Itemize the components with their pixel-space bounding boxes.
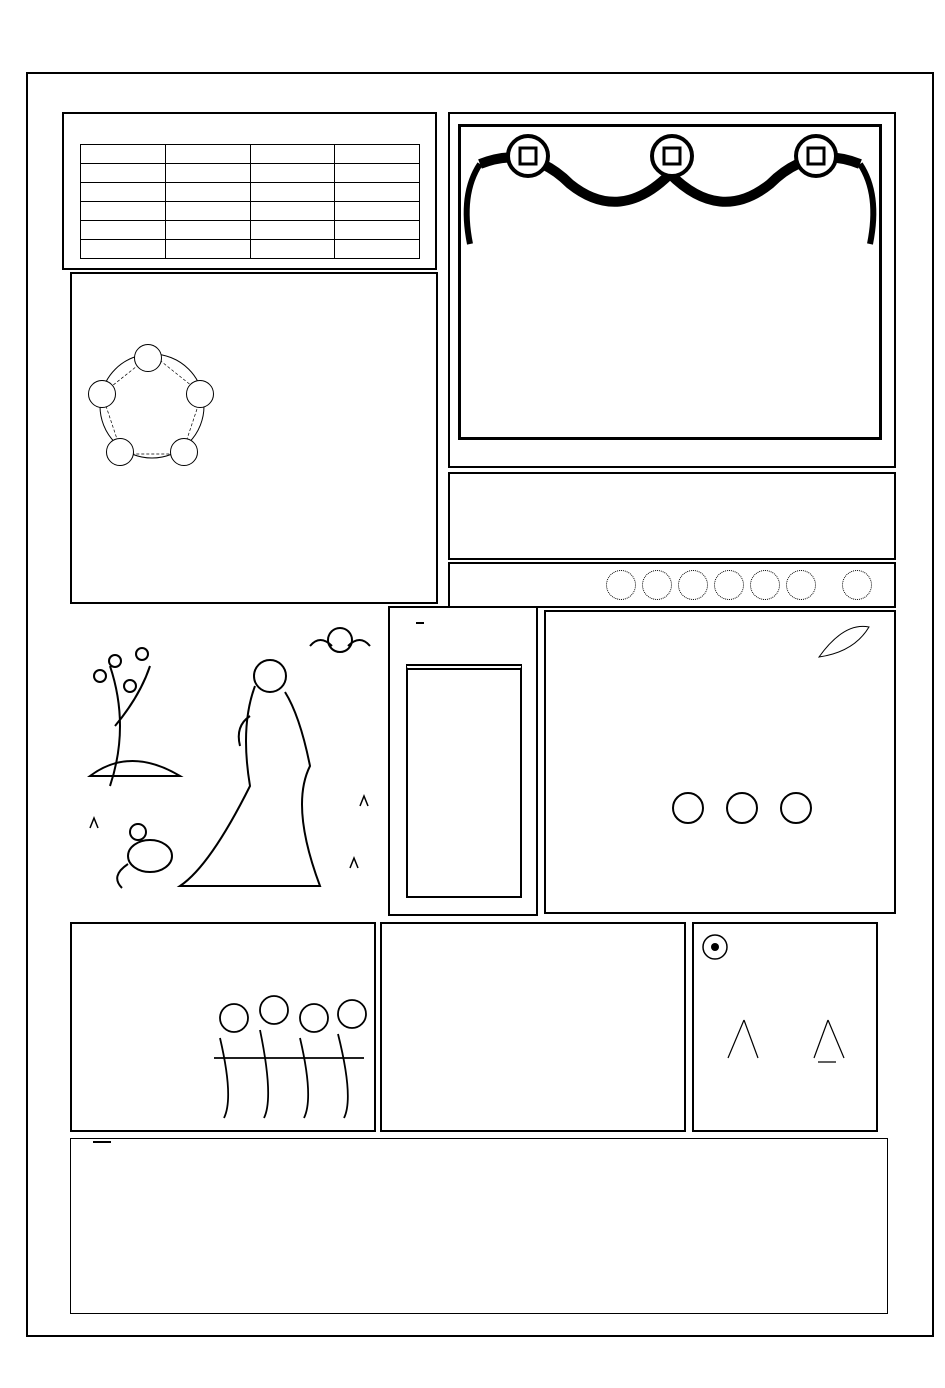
ribbon-decoration xyxy=(450,124,894,254)
special-number xyxy=(842,570,872,600)
door-cell xyxy=(81,221,166,240)
table-row xyxy=(81,202,420,221)
element-wood xyxy=(170,438,198,466)
prediction-number xyxy=(786,570,816,600)
door-cell xyxy=(165,164,250,183)
prediction-number xyxy=(750,570,780,600)
door-cell xyxy=(250,183,335,202)
caishen-box xyxy=(70,922,376,1132)
tema-tigong xyxy=(672,792,812,824)
lady-illustration xyxy=(70,606,382,916)
coin-icon xyxy=(508,136,548,176)
door-cell xyxy=(81,240,166,259)
masthead-box xyxy=(448,112,896,468)
combo-box xyxy=(692,922,878,1132)
treasure-scroll xyxy=(406,664,522,898)
table-row xyxy=(81,183,420,202)
ribbon-left-tail xyxy=(467,164,480,244)
door-cell xyxy=(81,183,166,202)
results-grid xyxy=(311,1139,887,1313)
prediction-number xyxy=(678,570,708,600)
door-table xyxy=(80,144,420,259)
header xyxy=(0,0,945,75)
element-earth xyxy=(88,380,116,408)
door-col-header xyxy=(81,145,166,164)
coin-icon xyxy=(796,136,836,176)
door-cell xyxy=(335,221,420,240)
prediction-number xyxy=(642,570,672,600)
results-title xyxy=(93,1141,111,1143)
door-cell xyxy=(165,202,250,221)
tree-icon xyxy=(90,648,180,786)
door-cell xyxy=(335,183,420,202)
notice-box xyxy=(448,472,896,560)
door-cell xyxy=(81,164,166,183)
tiebanshenshu-box xyxy=(70,272,438,604)
door-cell xyxy=(165,221,250,240)
grass-icon xyxy=(90,796,368,868)
element-numbers-row1 xyxy=(128,536,142,560)
table-row xyxy=(81,221,420,240)
door-col-header xyxy=(250,145,335,164)
door-cell xyxy=(81,202,166,221)
prediction-box xyxy=(448,562,896,608)
lady-figure-icon xyxy=(180,660,320,886)
tema-box xyxy=(544,610,896,914)
tema-tigong-number xyxy=(672,792,704,824)
mouse-icon xyxy=(117,824,172,888)
treasure-box xyxy=(388,606,538,916)
flower-badge-icon xyxy=(700,932,730,962)
prediction-number xyxy=(714,570,744,600)
door-cell xyxy=(250,164,335,183)
table-row xyxy=(81,240,420,259)
children-illustration xyxy=(204,988,374,1128)
door-cell xyxy=(335,164,420,183)
door-cell xyxy=(165,240,250,259)
door-cell xyxy=(335,240,420,259)
element-gold xyxy=(134,344,162,372)
door-col-header xyxy=(165,145,250,164)
table-row xyxy=(81,164,420,183)
element-fire xyxy=(106,438,134,466)
door-cell xyxy=(250,221,335,240)
door-cell xyxy=(250,240,335,259)
tema-tigong-number xyxy=(780,792,812,824)
prediction-number xyxy=(606,570,636,600)
marksix-strip-left xyxy=(30,110,56,1335)
element-water xyxy=(186,380,214,408)
door-table-header xyxy=(81,145,420,164)
door-cell xyxy=(335,202,420,221)
door-cell xyxy=(165,183,250,202)
coin-icon xyxy=(652,136,692,176)
marksix-strip-top xyxy=(30,78,930,106)
prediction-numbers xyxy=(606,570,872,600)
illustration-box xyxy=(70,606,382,916)
element-numbers-row2 xyxy=(128,572,142,596)
door-cell xyxy=(250,202,335,221)
sun-cloud-icon xyxy=(310,628,370,652)
treasure-title xyxy=(416,622,424,624)
tema-tigong-number xyxy=(726,792,758,824)
results-box xyxy=(70,1138,888,1314)
marksix-strip-right xyxy=(902,110,928,1335)
poem-box xyxy=(380,922,686,1132)
combo-diagram xyxy=(702,1008,872,1078)
leaf-icon xyxy=(814,622,874,662)
door-col-header xyxy=(335,145,420,164)
ribbon-right-tail xyxy=(860,164,873,244)
